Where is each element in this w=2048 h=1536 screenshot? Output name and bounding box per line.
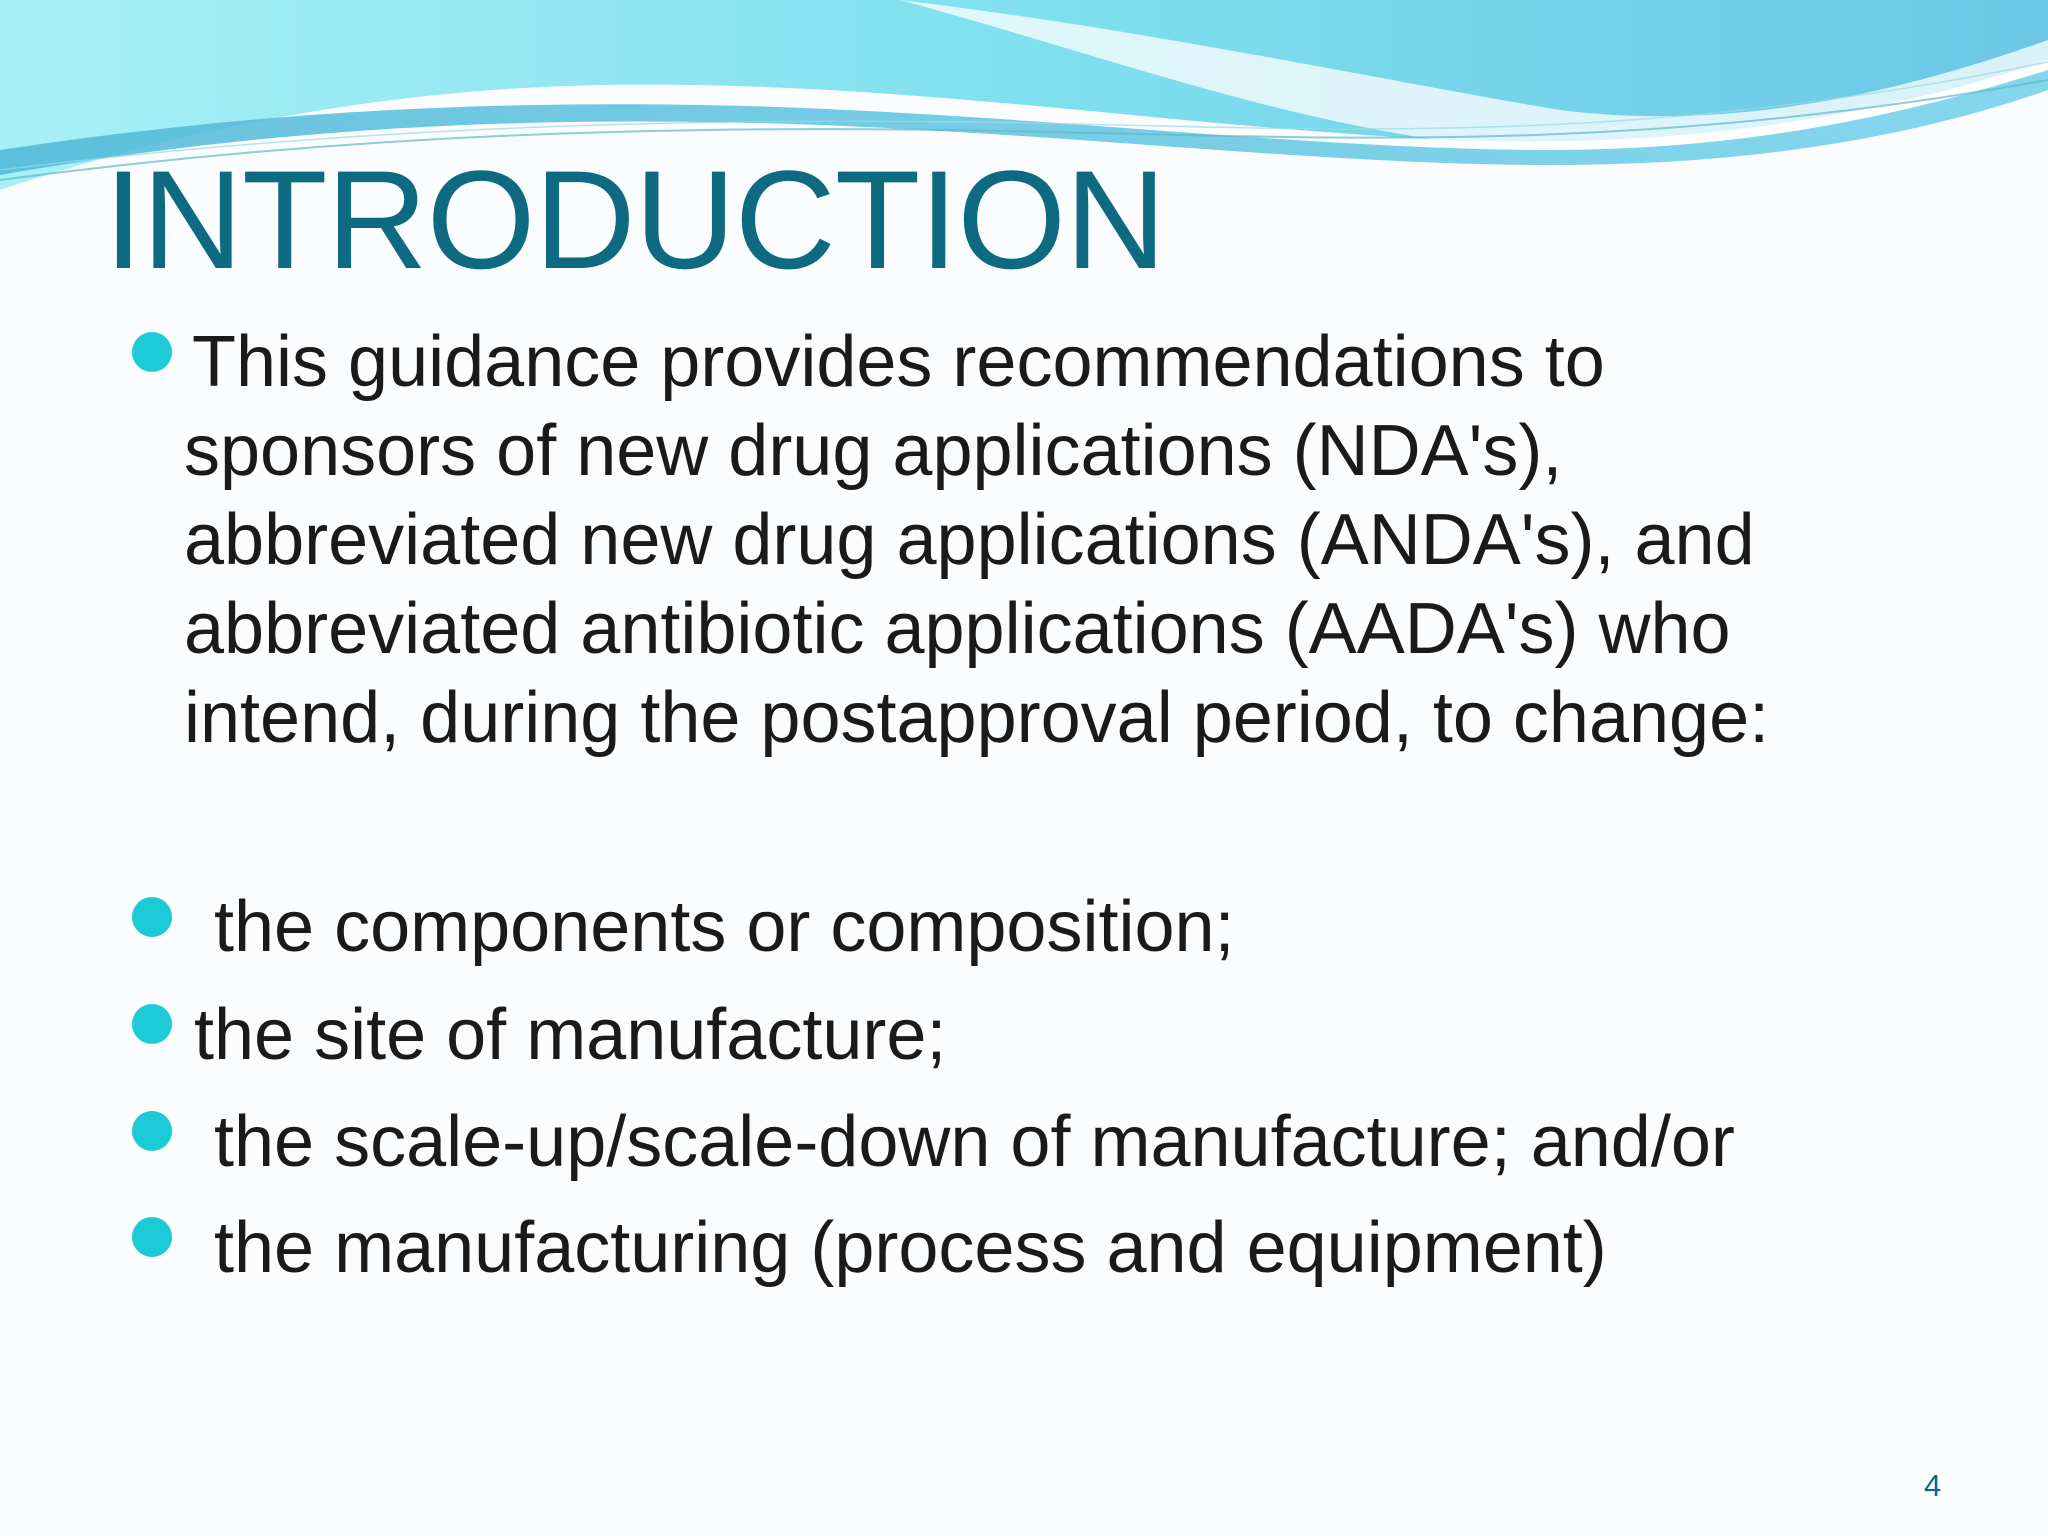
bullet-dot-2 (132, 1004, 172, 1044)
intro-line-4: abbreviated antibiotic applications (AADA's) who (184, 589, 1731, 669)
slide-title: INTRODUCTION (104, 141, 1166, 298)
bullet-dot-intro (132, 332, 172, 372)
page-number: 4 (1924, 1468, 1942, 1503)
bullet-text-manufacturing: the manufacturing (process and equipment) (214, 1208, 1607, 1288)
bullet-text-scale: the scale-up/scale-down of manufacture; and/or (214, 1102, 1735, 1182)
bullet-dot-1 (132, 897, 172, 937)
bullet-dot-3 (132, 1111, 172, 1151)
intro-line-2: sponsors of new drug applications (NDA's), (184, 411, 1563, 491)
bullet-dot-4 (132, 1217, 172, 1257)
intro-line-3: abbreviated new drug applications (ANDA's), and (184, 500, 1755, 580)
intro-line-1: This guidance provides recommendations to (192, 322, 1605, 402)
intro-line-5: intend, during the postapproval period, to change: (184, 678, 1770, 758)
bullet-text-components: the components or composition; (214, 887, 1235, 967)
bullet-text-site: the site of manufacture; (194, 995, 947, 1075)
